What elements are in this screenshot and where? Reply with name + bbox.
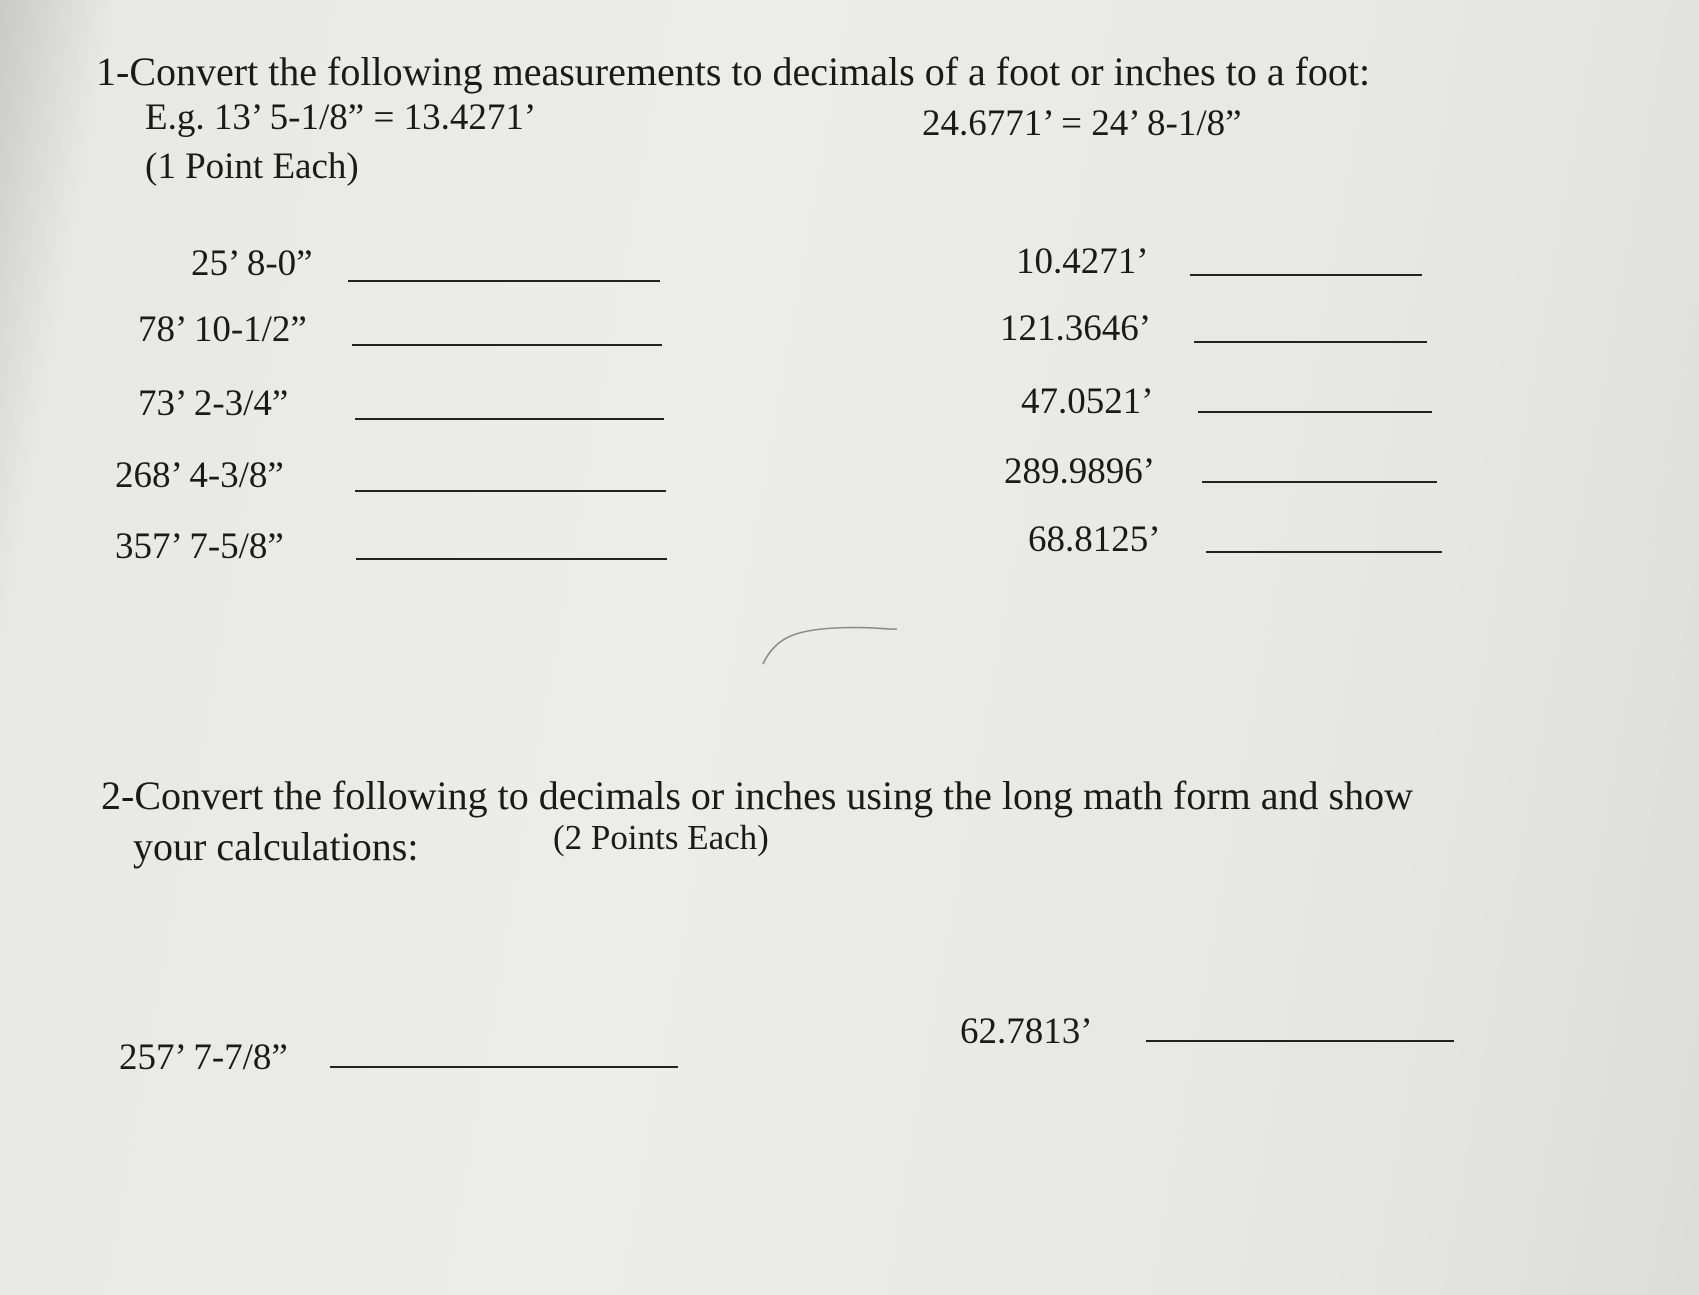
left-item-4: 268’ 4-3/8” xyxy=(115,455,284,496)
section1-heading: 1-Convert the following measurements to decimals of a foot or inches to a foot: xyxy=(96,49,1371,94)
answer-blank-right-2[interactable] xyxy=(1194,341,1427,343)
example-right: 24.6771’ = 24’ 8-1/8” xyxy=(922,103,1242,144)
right-item-3: 47.0521’ xyxy=(1021,381,1154,422)
left-item-3: 73’ 2-3/4” xyxy=(138,383,289,424)
left-item-1: 25’ 8-0” xyxy=(191,243,313,284)
left-item-2: 78’ 10-1/2” xyxy=(138,309,307,350)
answer-blank-left-1[interactable] xyxy=(348,280,660,282)
answer-blank-left-3[interactable] xyxy=(355,418,664,420)
answer-blank-left-2[interactable] xyxy=(352,344,662,346)
right-item-2: 121.3646’ xyxy=(1000,308,1152,349)
example-left: E.g. 13’ 5-1/8” = 13.4271’ xyxy=(145,97,537,138)
answer-blank-left-4[interactable] xyxy=(355,490,666,492)
right-item-5: 68.8125’ xyxy=(1028,519,1161,560)
section2-left-item: 257’ 7-7/8” xyxy=(119,1037,288,1078)
right-item-1: 10.4271’ xyxy=(1016,241,1149,282)
bleed-through-text xyxy=(930,140,939,178)
section2-heading-line1: 2-Convert the following to decimals or inches using the long math form and show xyxy=(101,773,1413,818)
answer-blank-right-5[interactable] xyxy=(1206,551,1442,553)
points-note: (1 Point Each) xyxy=(145,146,359,187)
answer-blank-right-1[interactable] xyxy=(1190,274,1422,276)
section2-heading-line2: your calculations: xyxy=(133,824,419,869)
section2-points-note: (2 Points Each) xyxy=(553,818,769,857)
pencil-mark xyxy=(755,618,905,668)
answer-blank-left-5[interactable] xyxy=(356,558,667,560)
answer-blank-right-3[interactable] xyxy=(1198,411,1432,413)
section2-answer-blank-left[interactable] xyxy=(330,1066,678,1068)
answer-blank-right-4[interactable] xyxy=(1202,481,1437,483)
section2-answer-blank-right[interactable] xyxy=(1146,1040,1454,1042)
right-item-4: 289.9896’ xyxy=(1004,451,1156,492)
section2-right-item: 62.7813’ xyxy=(960,1011,1093,1052)
left-item-5: 357’ 7-5/8” xyxy=(115,526,284,567)
